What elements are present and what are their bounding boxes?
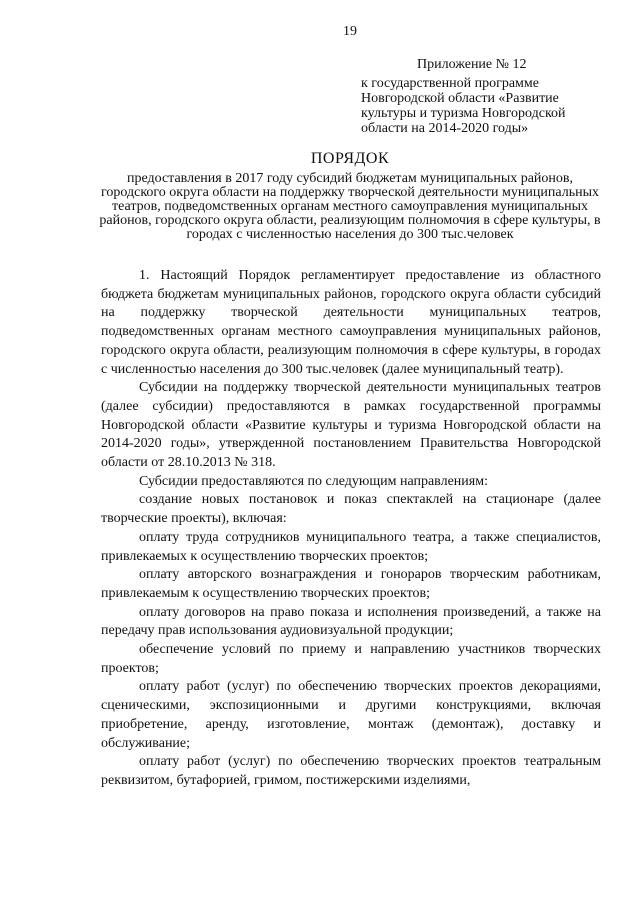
appendix-line: Новгородской области «Развитие bbox=[361, 91, 559, 106]
body-paragraph: Субсидии предоставляются по следующим направлениям: bbox=[139, 473, 488, 489]
document-body bbox=[101, 267, 601, 791]
body-paragraph: оплату договоров на право показа и исполнения произведений, а также на передачу прав использования аудиовизуальной продукции; bbox=[101, 604, 601, 639]
body-paragraph: оплату работ (услуг) по обеспечению творческих проектов театральным реквизитом, бутафорией, гримом, постижерскими изделиями, bbox=[101, 754, 601, 788]
document-subtitle: предоставления в 2017 году субсидий бюджетам муниципальных районов, городского округа области на поддержку творческой деятельности муниципальных театров, подведомственных органам местного самоуправления муниципальных районов, городского округа области, реализующим полномочия в сфере культуры, в городах с численностью населения до 300 тыс.человек bbox=[99, 171, 601, 242]
body-paragraph: создание новых постановок и показ спектаклей на стационаре (далее творческие проекты), включая: bbox=[101, 492, 601, 527]
appendix-block bbox=[361, 57, 601, 136]
appendix-label: Приложение № 12 bbox=[417, 57, 527, 72]
body-paragraph: оплату работ (услуг) по обеспечению творческих проектов декорациями, сценическими, экспозиционными и другими конструкциями, включая приобретение, аренду, изготовление, монтаж (демонтаж), доставку и обслуживание; bbox=[101, 679, 601, 751]
body-paragraph: 1. Настоящий Порядок регламентирует предоставление из областного бюджета бюджетам муниципальных районов, городского округа области субсидий на поддержку творческой деятельности муниципальных театров, подведомственных органам местного самоуправления муниципальных районов, городского округа области, реализующим полномочия в сфере культуры, в городах с численностью населения до 300 тыс.человек (далее муниципальный театр). bbox=[101, 268, 601, 377]
appendix-line: культуры и туризма Новгородской bbox=[361, 106, 566, 121]
body-paragraph: оплату труда сотрудников муниципального театра, а также специалистов, привлекаемых к осуществлению творческих проектов; bbox=[101, 529, 601, 564]
body-paragraph: обеспечение условий по приему и направлению участников творческих проектов; bbox=[101, 642, 601, 676]
document-title: ПОРЯДОК bbox=[310, 150, 390, 167]
appendix-line: области на 2014-2020 годы» bbox=[361, 121, 529, 136]
appendix-line: к государственной программе bbox=[361, 76, 539, 91]
body-paragraph: оплату авторского вознаграждения и гонораров творческим работникам, привлекаемым к осуществлению творческих проектов; bbox=[101, 567, 601, 601]
page-number: 19 bbox=[343, 24, 357, 39]
body-paragraph: Субсидии на поддержку творческой деятельности муниципальных театров (далее субсидии) предоставляются в рамках государственной программы Новгородской области «Развитие культуры и туризма Новгородской области на 2014-2020 годы», утвержденной постановлением Правительства Новгородской области от 28.10.2013 № 318. bbox=[101, 380, 601, 471]
